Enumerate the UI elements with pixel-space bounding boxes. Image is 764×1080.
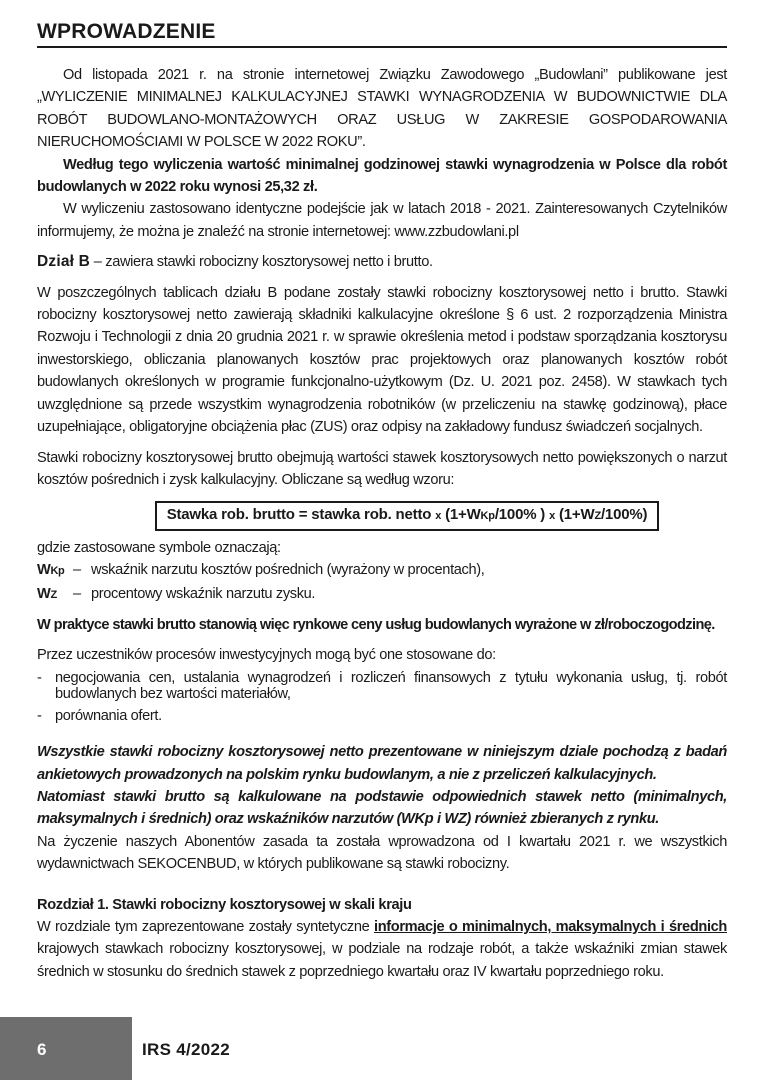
page-number: 6 bbox=[37, 1040, 47, 1059]
symbols-intro: gdzie zastosowane symbole oznaczają: bbox=[37, 539, 281, 556]
gross-rate-formula bbox=[155, 501, 660, 530]
symbol-row bbox=[37, 583, 727, 606]
list-item-text: porównania ofert. bbox=[55, 707, 162, 724]
formula-subscript: Z bbox=[594, 510, 601, 523]
symbol-dash: – bbox=[73, 585, 81, 602]
practice-statement: W praktyce stawki brutto stanowią więc rynkowe ceny usług budowlanych wyrażone w zł/roboczogodzinę. bbox=[37, 616, 715, 633]
formula-part: Stawka rob. brutto = stawka rob. netto bbox=[166, 506, 436, 524]
formula-subscript: Kp bbox=[480, 510, 495, 523]
symbol-wz: WZ bbox=[37, 585, 57, 602]
section-highlight: informacje o minimalnych, maksymalnych i średnich bbox=[373, 919, 727, 935]
symbol-description: wskaźnik narzutu kosztów pośrednich (wyrażony w procentach), bbox=[91, 562, 485, 579]
list-item bbox=[37, 667, 727, 705]
intro-paragraph-3: W wyliczeniu zastosowano identyczne podejście jak w latach 2018 - 2021. Zainteresowanych Czytelników informujemy, że można je znaleźć na stronie internetowej: www.zzbudowlani.pl bbox=[37, 201, 727, 240]
section-title: Rozdział 1. Stawki robocizny kosztorysowej w skali kraju bbox=[37, 896, 412, 913]
formula-part: (1+W bbox=[555, 506, 595, 524]
dzial-b-line bbox=[37, 251, 727, 273]
symbol-description: procentowy wskaźnik narzutu zysku. bbox=[91, 585, 316, 602]
symbol-wkp: WKp bbox=[37, 562, 65, 579]
footer-page-block bbox=[0, 1017, 132, 1080]
main-content bbox=[37, 64, 727, 983]
list-marker: - bbox=[37, 669, 42, 686]
subscribers-note: Na życzenie naszych Abonentów zasada ta została wprowadzona od I kwartału 2021 r. we wszystkich wydawnictwach SEKOCENBUD, w których publikowane są stawki robocizny. bbox=[37, 833, 727, 873]
net-gross-paragraph: W poszczególnych tablicach działu B podane zostały stawki robocizny kosztorysowej netto i brutto. Stawki robocizny kosztorysowej netto zawierają składniki kalkulacyjne określone § 6 ust. 2 rozporządzenia Ministra Rozwoju i Technologii z dnia 20 grudnia 2021 r. w sprawie określenia metod i podstaw sporządzania kosztorysu inwestorskiego, obliczania planowanych kosztów prac projektowych oraz planowanych kosztów robót budowlanych określonych w programie funkcjonalno-użytkowym (Dz. U. 2021 poz. 2458). W stawkach tych uwzględnione są przede wszystkim wynagrodzenia robotników (w przeliczeniu na stawkę godzinową), płace uzupełniające, obligatoryjne obciążenia płac (ZUS) oraz odpisy na zakładowy fundusz świadczeń socjalnych. bbox=[37, 284, 727, 436]
formula-multiply: x bbox=[435, 510, 442, 523]
symbol-dash: – bbox=[73, 562, 81, 579]
section-text: krajowych stawkach robocizny kosztorysowej, w podziale na rodzaje robót, a także wskaźniki zmian stawek średnich w stosunku do średnich stawek z poprzedniego kwartału oraz IV kwartału poprzedniego roku. bbox=[37, 941, 727, 980]
formula-part: /100%) bbox=[600, 506, 648, 524]
page-title: WPROWADZENIE bbox=[37, 20, 727, 48]
symbol-row bbox=[37, 559, 727, 582]
intro-paragraph-1: Od listopada 2021 r. na stronie internetowej Związku Zawodowego „Budowlani” publikowane jest „WYLICZENIE MINIMALNEJ KALKULACYJNEJ STAWKI WYNAGRODZENIA W BUDOWNICTWIE DLA ROBÓT BUDOWLANO-MONTAŻOWYCH ORAZ USŁUG W ZAKRESIE GOSPODAROWANIA NIERUCHOMOŚCIAMI W POLSCE W 2022 ROKU”. bbox=[37, 67, 727, 151]
dzial-b-label: Dział B bbox=[37, 253, 91, 271]
issue-label: IRS 4/2022 bbox=[142, 1040, 231, 1059]
uses-list bbox=[37, 667, 727, 727]
list-item bbox=[37, 705, 727, 727]
formula-container bbox=[37, 501, 727, 530]
list-item-text: negocjowania cen, ustalania wynagrodzeń i rozliczeń finansowych z tytułu wykonania usług, tj. robót budowlanych bez wartości materiałów, bbox=[55, 669, 727, 702]
section-description bbox=[37, 916, 727, 983]
dzial-b-text: – zawiera stawki robocizny kosztorysowej netto i brutto. bbox=[90, 254, 433, 271]
list-marker: - bbox=[37, 707, 42, 724]
intro-minimum-wage-statement: Według tego wyliczenia wartość minimalnej godzinowej stawki wynagrodzenia w Polsce dla robót budowlanych w 2022 roku wynosi 25,32 zł. bbox=[37, 156, 727, 196]
formula-part: (1+W bbox=[441, 506, 481, 524]
gross-definition-paragraph: Stawki robocizny kosztorysowej brutto obejmują wartości stawek kosztorysowych netto powiększonych o narzut kosztów pośrednich i zysk kalkulacyjny. Obliczane są według wzoru: bbox=[37, 449, 727, 488]
formula-part: /100% ) bbox=[494, 506, 550, 524]
net-rates-note: Wszystkie stawki robocizny kosztorysowej netto prezentowane w niniejszym dziale pochodzą z badań ankietowych prowadzonych na polskim rynku budowlanym, a nie z przeliczeń kalkulacyjnych. bbox=[37, 744, 727, 783]
symbol-definitions bbox=[37, 559, 727, 606]
gross-rates-note: Natomiast stawki brutto są kalkulowane na podstawie odpowiednich stawek netto (minimalnych, maksymalnych i średnich) oraz wskaźników narzutów (WKp i WZ) również zbieranych z rynku. bbox=[37, 788, 727, 828]
section-text: W rozdziale tym zaprezentowane zostały syntetyczne bbox=[37, 919, 374, 935]
formula-multiply: x bbox=[549, 510, 555, 523]
uses-intro: Przez uczestników procesów inwestycyjnych mogą być one stosowane do: bbox=[37, 647, 496, 664]
